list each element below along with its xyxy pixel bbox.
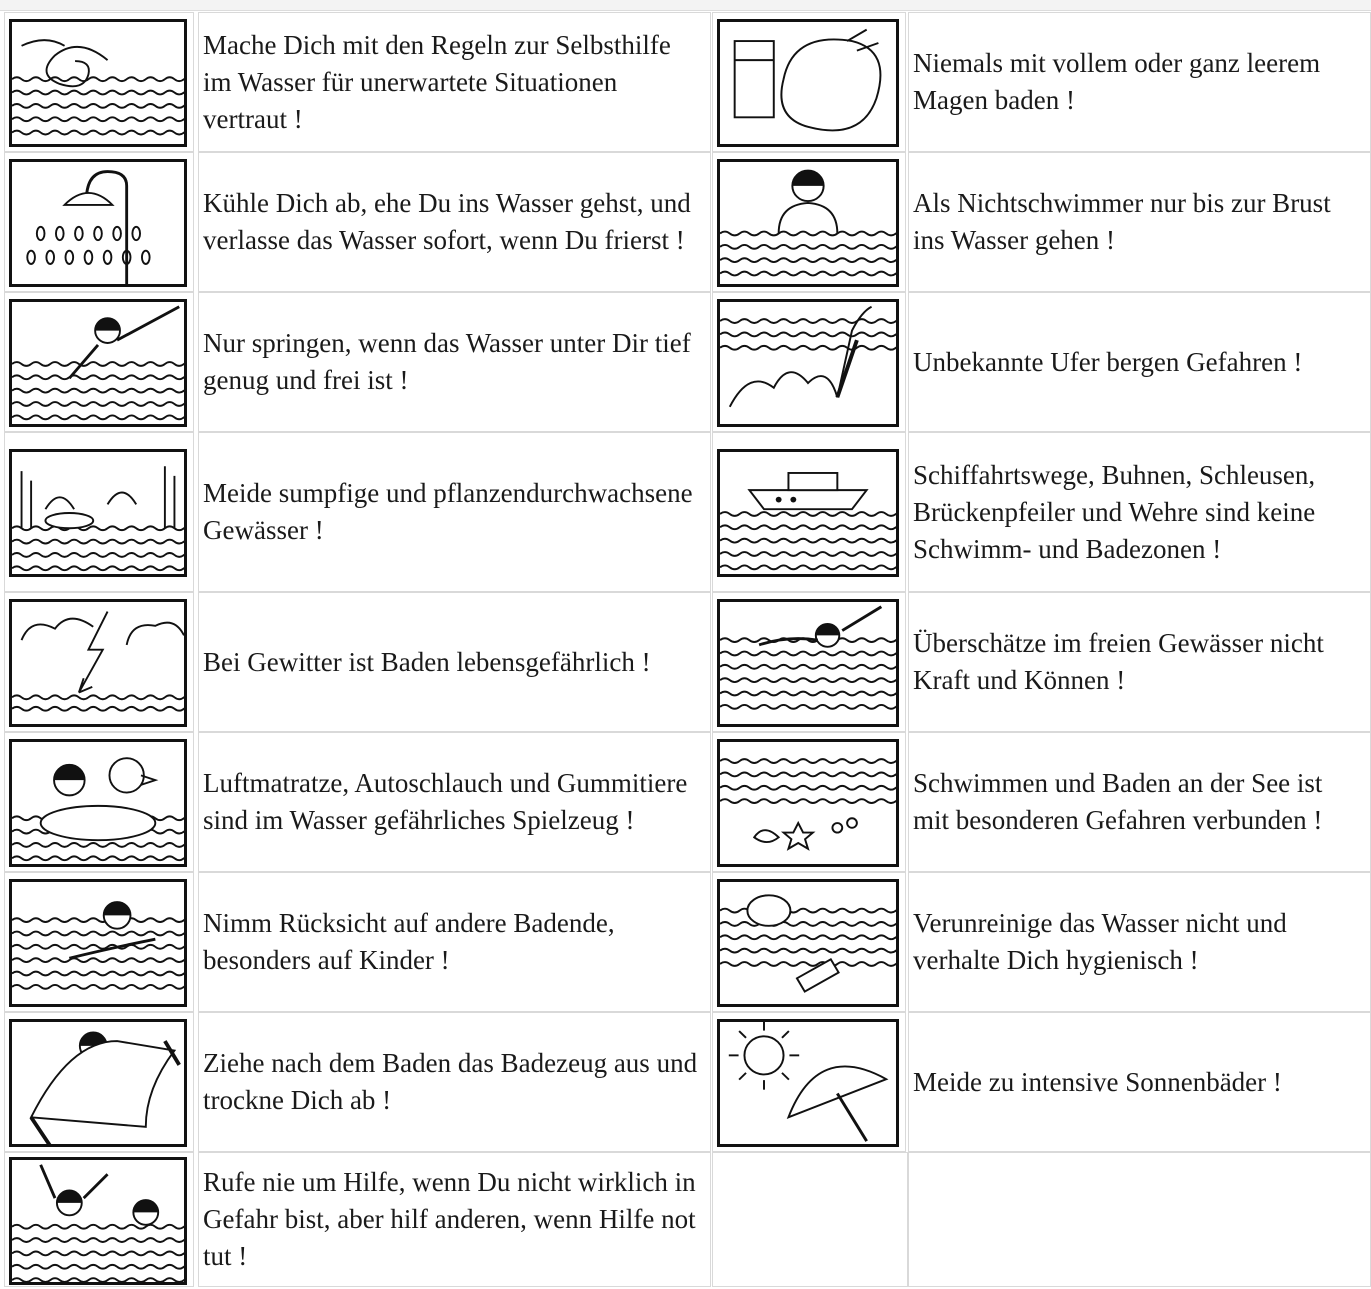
- rule-text: Schwimmen und Baden an der See ist mit besonderen Gefahren verbunden !: [913, 768, 1323, 835]
- seashells-icon: [717, 739, 899, 867]
- food-drink-icon: [717, 19, 899, 147]
- chest-deep-icon: [717, 159, 899, 287]
- left-rule-image-cell: [4, 1012, 194, 1152]
- left-rule-image-cell: [4, 732, 194, 872]
- right-rule-image-cell: [712, 152, 906, 292]
- right-rule-text-cell: [908, 12, 1371, 152]
- left-rule-text-cell: [198, 432, 711, 592]
- right-rule-text-cell: [908, 152, 1371, 292]
- left-rule-image-cell: [4, 432, 194, 592]
- marsh-plants-icon: [9, 449, 187, 577]
- top-border: [0, 0, 1371, 11]
- left-rule-text-cell: [198, 1012, 711, 1152]
- children-swimming-icon: [9, 879, 187, 1007]
- empty-text-cell: [908, 1152, 1371, 1287]
- right-rule-text-cell: [908, 432, 1371, 592]
- right-rule-image-cell: [712, 732, 906, 872]
- right-rule-text-cell: [908, 1012, 1371, 1152]
- shower-icon: [9, 159, 187, 287]
- rule-text: Als Nichtschwimmer nur bis zur Brust ins Wasser gehen !: [913, 188, 1331, 255]
- rocky-shore-icon: [717, 299, 899, 427]
- left-rule-text-cell: [198, 1152, 711, 1287]
- left-rule-image-cell: [4, 292, 194, 432]
- right-rule-image-cell: [712, 592, 906, 732]
- rule-text: Meide sumpfige und pflanzendurchwachsene Gewässer !: [203, 478, 693, 545]
- whirlpool-icon: [9, 19, 187, 147]
- rule-text: Mache Dich mit den Regeln zur Selbsthilfe im Wasser für unerwartete Situationen vertraut !: [203, 29, 671, 134]
- towel-drying-icon: [9, 1019, 187, 1147]
- left-rule-image-cell: [4, 872, 194, 1012]
- left-rule-image-cell: [4, 1152, 194, 1287]
- left-rule-image-cell: [4, 592, 194, 732]
- right-rule-text-cell: [908, 872, 1371, 1012]
- left-rule-text-cell: [198, 592, 711, 732]
- calling-help-icon: [9, 1157, 187, 1285]
- right-rule-text-cell: [908, 732, 1371, 872]
- left-rule-text-cell: [198, 12, 711, 152]
- rule-text: Überschätze im freien Gewässer nicht Kraft und Können !: [913, 628, 1324, 695]
- waving-swimmer-icon: [717, 599, 899, 727]
- litter-icon: [717, 879, 899, 1007]
- left-rule-text-cell: [198, 292, 711, 432]
- left-rule-image-cell: [4, 12, 194, 152]
- left-rule-text-cell: [198, 732, 711, 872]
- rule-text: Rufe nie um Hilfe, wenn Du nicht wirklich in Gefahr bist, aber hilf anderen, wenn Hilfe not tut !: [203, 1167, 696, 1271]
- rule-text: Verunreinige das Wasser nicht und verhalte Dich hygienisch !: [913, 908, 1287, 975]
- rule-text: Nimm Rücksicht auf andere Badende, besonders auf Kinder !: [203, 908, 615, 975]
- ship-icon: [717, 449, 899, 577]
- rule-text: Schiffahrtswege, Buhnen, Schleusen, Brückenpfeiler und Wehre sind keine Schwimm- und Badezonen !: [913, 459, 1316, 564]
- right-rule-image-cell: [712, 432, 906, 592]
- left-rule-text-cell: [198, 152, 711, 292]
- rule-text: Ziehe nach dem Baden das Badezeug aus und trockne Dich ab !: [203, 1048, 698, 1115]
- rule-text: Luftmatratze, Autoschlauch und Gummitiere sind im Wasser gefährliches Spielzeug !: [203, 768, 688, 835]
- rule-text: Meide zu intensive Sonnenbäder !: [913, 1066, 1282, 1097]
- rule-text: Bei Gewitter ist Baden lebensgefährlich !: [203, 646, 651, 677]
- rule-text: Niemals mit vollem oder ganz leerem Magen baden !: [913, 48, 1321, 115]
- thunderstorm-icon: [9, 599, 187, 727]
- right-rule-image-cell: [712, 292, 906, 432]
- rule-text: Kühle Dich ab, ehe Du ins Wasser gehst, und verlasse das Wasser sofort, wenn Du frierst !: [203, 188, 691, 255]
- sun-umbrella-icon: [717, 1019, 899, 1147]
- right-rule-image-cell: [712, 1012, 906, 1152]
- right-rule-text-cell: [908, 292, 1371, 432]
- left-rule-text-cell: [198, 872, 711, 1012]
- right-rule-text-cell: [908, 592, 1371, 732]
- empty-image-cell: [712, 1152, 908, 1287]
- right-rule-image-cell: [712, 872, 906, 1012]
- inflatable-duck-icon: [9, 739, 187, 867]
- left-rule-image-cell: [4, 152, 194, 292]
- diving-swimmer-icon: [9, 299, 187, 427]
- rule-text: Nur springen, wenn das Wasser unter Dir tief genug und frei ist !: [203, 328, 691, 395]
- right-rule-image-cell: [712, 12, 906, 152]
- rule-text: Unbekannte Ufer bergen Gefahren !: [913, 346, 1303, 377]
